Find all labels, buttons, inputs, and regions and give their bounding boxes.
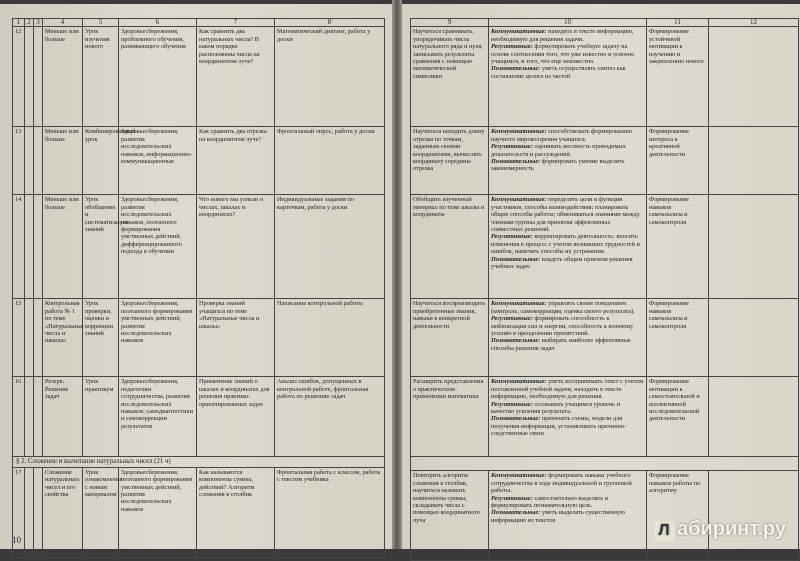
skill-text: выбирать наиболее эффективные способы решения задач	[491, 337, 631, 352]
skill-type: Регулятивные:	[491, 315, 533, 323]
empty-cell	[34, 195, 43, 299]
table-row	[411, 195, 799, 299]
skills-cell	[489, 471, 647, 561]
skill-text: осознавать учащимся уровень и качество усвоения результата.	[491, 400, 620, 416]
page-number: 10	[12, 535, 21, 545]
skill-type: Познавательные:	[491, 337, 541, 345]
table-row	[13, 467, 385, 557]
section-row	[411, 457, 799, 471]
empty-cell	[709, 127, 799, 195]
skill-type: Коммуникативные:	[491, 28, 547, 36]
skill-text: применять схемы, модели для получения информации, устанавливать причинно-следственные связи	[491, 415, 627, 438]
lesson-cell-c6: Здоровьесбережения, развития исследовательских навыков, поэтапного формирования умственных действий, дифференцированного подхода в обучении	[119, 195, 197, 299]
lesson-number: 15	[13, 299, 25, 377]
skill-type: Регулятивные:	[491, 143, 533, 151]
column-header: 5	[83, 19, 119, 27]
personal-outcome: Формирование навыков самоанализа и самоконтроля	[647, 299, 709, 377]
empty-cell	[34, 377, 43, 457]
section-row	[13, 457, 385, 467]
personal-outcome: Формирование навыков работы по алгоритму	[647, 471, 709, 561]
lesson-cell-c5: Урок обобщения и систематизации знаний	[83, 195, 119, 299]
left-lesson-table	[12, 18, 385, 558]
lesson-cell-c6: Здоровьесбережения, поэтапного формирования умственных действий, развития исследовательских навыков	[119, 299, 197, 377]
skill-text: оценивать весомость приводимых доказательств и рассуждений.	[491, 143, 626, 158]
empty-cell	[709, 27, 799, 127]
skill-type: Познавательные:	[491, 255, 541, 263]
column-header: 2	[25, 19, 34, 27]
lesson-cell-c6: Здоровьесбережения, поэтапного формирования умственных действий, развития исследовательских навыков	[119, 467, 197, 557]
lesson-cell-c7: Как называются компоненты суммы, действий? Алгоритм сложения в столбик	[197, 467, 275, 557]
skill-text: уметь выделять существенную информацию из текстов	[491, 509, 625, 524]
lesson-cell-c7: Проверка знаний учащихся по теме «Натуральные числа и шкалы»	[197, 299, 275, 377]
empty-cell	[709, 299, 799, 377]
section-spacer	[411, 457, 799, 471]
table-row	[411, 27, 799, 127]
lesson-cell-c6: Здоровьесбережения, развития исследовательских навыков, информационно-коммуникационные	[119, 127, 197, 195]
learning-outcome: Научиться находить длину отрезка по точкам, заданным своими координатами, вычислять координату середины отрезка	[411, 127, 489, 195]
column-header: 12	[709, 19, 799, 27]
labirint-logo-icon: Л	[654, 521, 674, 541]
column-header: 11	[647, 19, 709, 27]
skill-text: владеть общим приемом решения учебных задач	[491, 255, 633, 271]
section-title: § 2. Сложение и вычитание натуральных чисел (21 ч)	[13, 457, 385, 467]
skills-cell	[489, 27, 647, 127]
lesson-cell-c7: Что нового мы узнали о числах, шкалах и координатах?	[197, 195, 275, 299]
table-row	[13, 377, 385, 457]
lesson-cell-c6: Здоровьесбережения, проблемного обучения, развивающего обучения	[119, 27, 197, 127]
right-page	[398, 4, 800, 549]
lesson-cell-c4: Сложение натуральных чисел и его свойства	[43, 467, 83, 557]
learning-outcome: Научиться воспроизводить приобретенные знания, навыки в конкретной деятельности	[411, 299, 489, 377]
lesson-cell-c7: Применение знаний о шкалах и координатах для решения практико-ориентированных задач	[197, 377, 275, 457]
skill-text: уметь осуществлять синтез как составление целого из частей	[491, 65, 626, 80]
skill-text: самостоятельно выделять и формулировать познавательную цель.	[491, 494, 609, 510]
lesson-cell-c4: Резерв. Решение задач	[43, 377, 83, 457]
skill-type: Регулятивные:	[491, 494, 533, 502]
lesson-cell-c8: Анализ ошибок, допущенных в контрольной работе, фронтальная работа по решению задач	[275, 377, 385, 457]
right-lesson-table	[410, 18, 799, 561]
learning-outcome: Повторить алгоритм сложения в столбик, научиться называть компоненты суммы, складывать числа с помощью координатного луча	[411, 471, 489, 561]
personal-outcome: Формирование интереса к креативной деятельности	[647, 127, 709, 195]
lesson-cell-c4: Меньше или больше	[43, 195, 83, 299]
empty-cell	[25, 27, 34, 127]
lesson-cell-c8: Фронтальная работа с классом, работа с текстом учебника	[275, 467, 385, 557]
empty-cell	[25, 195, 34, 299]
skill-type: Регулятивные:	[491, 43, 533, 51]
column-header: 3	[34, 19, 43, 27]
skills-cell	[489, 127, 647, 195]
lesson-cell-c5: Урок проверки, оценки и коррекции знаний	[83, 299, 119, 377]
lesson-number: 12	[13, 27, 25, 127]
skill-type: Коммуникативные:	[491, 378, 547, 386]
table-row	[13, 27, 385, 127]
empty-cell	[25, 377, 34, 457]
skill-text: способствовать формированию научного мировоззрения учащихся.	[491, 128, 633, 143]
table-row	[411, 471, 799, 561]
skill-type: Познавательные:	[491, 65, 541, 73]
lesson-cell-c8: Фронтальный опрос, работа у доски	[275, 127, 385, 195]
skill-text: формировать умение выделять закономерность	[491, 158, 625, 173]
lesson-cell-c7: Как сравнить два натуральных числа? В каком порядке расположены числа на координатном луче?	[197, 27, 275, 127]
empty-cell	[25, 299, 34, 377]
lesson-cell-c7: Как сравнить два отрезка на координатном луче?	[197, 127, 275, 195]
learning-outcome: Обобщить изученный материал по теме шкалы и координаты	[411, 195, 489, 299]
column-header: 10	[489, 19, 647, 27]
skill-type: Познавательные:	[491, 158, 541, 166]
empty-cell	[34, 299, 43, 377]
book-gutter	[392, 0, 402, 549]
empty-cell	[34, 27, 43, 127]
empty-cell	[709, 471, 799, 561]
skill-text: формировать навыки учебного сотрудничества в ходе индивидуальной и групповой работы.	[491, 472, 632, 495]
lesson-cell-c8: Индивидуальные задания по карточкам, работа у доски	[275, 195, 385, 299]
empty-cell	[25, 467, 34, 557]
skill-type: Регулятивные:	[491, 400, 533, 408]
skill-type: Коммуникативные:	[491, 196, 547, 204]
learning-outcome: Научиться сравнивать, упорядочивать числа натурального ряда и нуля, записывать результаты сравнения с помощью математической символики	[411, 27, 489, 127]
watermark-text: абиринт.ру	[676, 518, 786, 540]
lesson-number: 13	[13, 127, 25, 195]
table-row	[411, 299, 799, 377]
personal-outcome: Формирование устойчивой мотивации к изучению и закреплению нового	[647, 27, 709, 127]
skill-type: Коммуникативные:	[491, 128, 547, 136]
table-row	[13, 195, 385, 299]
left-header-row	[13, 19, 385, 27]
lesson-cell-c6: Здоровьесбережения, педагогики сотрудничества, развития исследовательских навыков, самодиагностики и самокоррекции результатов	[119, 377, 197, 457]
personal-outcome: Формирование навыков самоанализа и самоконтроля	[647, 195, 709, 299]
empty-cell	[709, 195, 799, 299]
lesson-cell-c5: Урок ознакомления с новым материалом	[83, 467, 119, 557]
column-header: 7	[197, 19, 275, 27]
column-header: 9	[411, 19, 489, 27]
skill-type: Регулятивные:	[491, 233, 533, 241]
left-page	[0, 4, 396, 549]
skill-text: корректировать деятельность: вносить изменения в процесс с учетом возникших трудностей и ошибок, намечать способы их устранения.	[491, 233, 640, 256]
lesson-cell-c8: Математический диктант, работа у доски	[275, 27, 385, 127]
lesson-cell-c8: Написание контрольной работы	[275, 299, 385, 377]
lesson-number: 16	[13, 377, 25, 457]
lesson-cell-c4: Контрольная работа № 1 по теме «Натуральные числа и шкалы»	[43, 299, 83, 377]
skill-type: Коммуникативные:	[491, 472, 547, 480]
skill-type: Коммуникативные:	[491, 300, 547, 308]
skill-text: формулировать учебную задачу на основе соотнесения того, что уже известно и усвоено учащимся, и того, что еще неизвестно.	[491, 43, 635, 66]
skills-cell	[489, 299, 647, 377]
lesson-cell-c4: Меньше или больше	[43, 27, 83, 127]
skill-type: Познавательные:	[491, 509, 541, 517]
column-header: 1	[13, 19, 25, 27]
skill-text: уметь воспринимать текст с учетом поставленной учебной задачи, находить в тексте информацию, необходимую для решения.	[491, 378, 644, 401]
empty-cell	[709, 377, 799, 457]
lesson-cell-c5: Урок практикум	[83, 377, 119, 457]
skill-type: Познавательные:	[491, 415, 541, 423]
column-header: 6	[119, 19, 197, 27]
lesson-number: 14	[13, 195, 25, 299]
lesson-cell-c5: Комбинированный урок	[83, 127, 119, 195]
lesson-cell-c5: Урок изучения нового	[83, 27, 119, 127]
empty-cell	[34, 467, 43, 557]
empty-cell	[34, 127, 43, 195]
table-row	[411, 127, 799, 195]
empty-cell	[25, 127, 34, 195]
lesson-cell-c4: Меньше или больше	[43, 127, 83, 195]
learning-outcome: Расширить представления о практическом применении математики	[411, 377, 489, 457]
skill-text: находить в тексте информацию, необходимую для решения задачи.	[491, 28, 634, 43]
skills-cell	[489, 195, 647, 299]
personal-outcome: Формирование мотивации к самостоятельной и коллективной исследовательской деятельности	[647, 377, 709, 457]
table-row	[411, 377, 799, 457]
column-header: 4	[43, 19, 83, 27]
labirint-watermark	[654, 518, 786, 541]
skill-text: управлять своим поведением (контроль, самокоррекция, оценка своего результата).	[491, 300, 635, 315]
lesson-number: 17	[13, 467, 25, 557]
table-row	[13, 299, 385, 377]
table-row	[13, 127, 385, 195]
skill-text: формировать способность к мобилизации сил и энергии, способность к волевому усилию в преодолении препятствий.	[491, 315, 634, 338]
right-header-row	[411, 19, 799, 27]
skill-text: определять цели и функции участников, способы взаимодействия; планировать общие способы работы; обмениваться знаниями между членами группы для принятия эффективных совместных решений.	[491, 196, 640, 234]
column-header: 8	[275, 19, 385, 27]
skills-cell	[489, 377, 647, 457]
